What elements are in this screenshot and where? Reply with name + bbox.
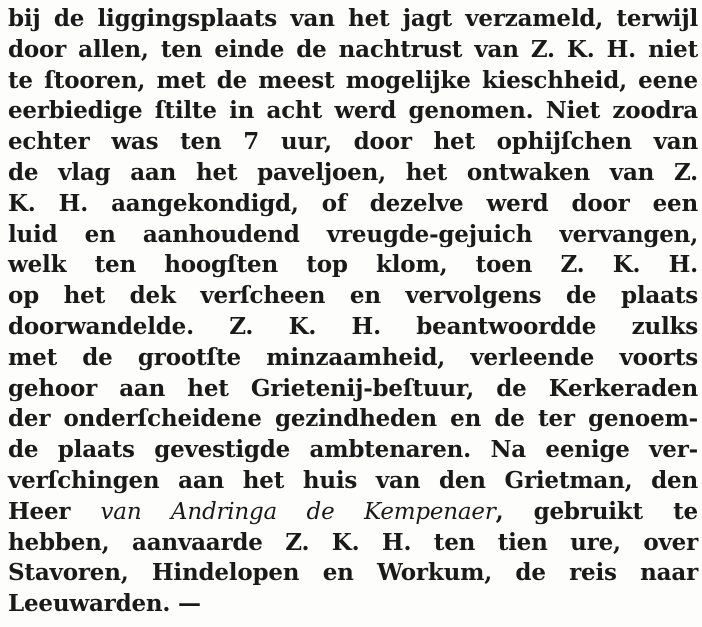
text-line: hebben, aanvaarde Z. K. H. ten tien ure, over: [8, 528, 698, 556]
text-line: door allen, ten einde de nachtrust van Z. K. H. niet: [8, 35, 698, 63]
text-line: met de grootſte minzaamheid, verleende voorts: [8, 343, 698, 371]
text-line-with-name: [8, 497, 698, 528]
text-line: bij de liggingsplaats van het jagt verzameld, terwijl: [8, 5, 698, 32]
text-line: K. H. aangekondigd, of dezelve werd door een: [8, 189, 698, 217]
text-line: gehoor aan het Grietenij-beſtuur, de Kerkeraden: [8, 374, 698, 402]
text-line: der onderſcheidene gezindheden en de ter genoem-: [8, 405, 698, 433]
text-line: op het dek verſcheen en vervolgens de plaats: [8, 282, 698, 310]
text-line: te ſtooren, met de meest mogelijke kieschheid, eene: [8, 66, 698, 94]
article-text: [8, 4, 698, 620]
text-line: de plaats gevestigde ambtenaren. Na eenige ver-: [8, 436, 698, 464]
text-line: eerbiedige ſtilte in acht werd genomen. Niet zoodra: [8, 97, 698, 125]
text-fragment: , gebruikt te: [495, 497, 698, 525]
text-line: verſchingen aan het huis van den Grietman, den: [8, 466, 698, 494]
text-line: welk ten hoogſten top klom, toen Z. K. H.: [8, 251, 698, 279]
text-fragment: Heer: [8, 497, 71, 525]
text-line: Stavoren, Hindelopen en Workum, de reis naar: [8, 559, 698, 587]
text-line: Leeuwarden. —: [8, 590, 201, 618]
text-line: echter was ten 7 uur, door het ophijſchen van: [8, 128, 698, 156]
text-line: doorwandelde. Z. K. H. beantwoordde zulks: [8, 312, 698, 340]
text-line: luid en aanhoudend vreugde-gejuich vervangen,: [8, 220, 698, 248]
person-name: van Andringa de Kempenaer: [100, 498, 496, 525]
text-line: de vlag aan het paveljoen, het ontwaken van Z.: [8, 158, 698, 186]
